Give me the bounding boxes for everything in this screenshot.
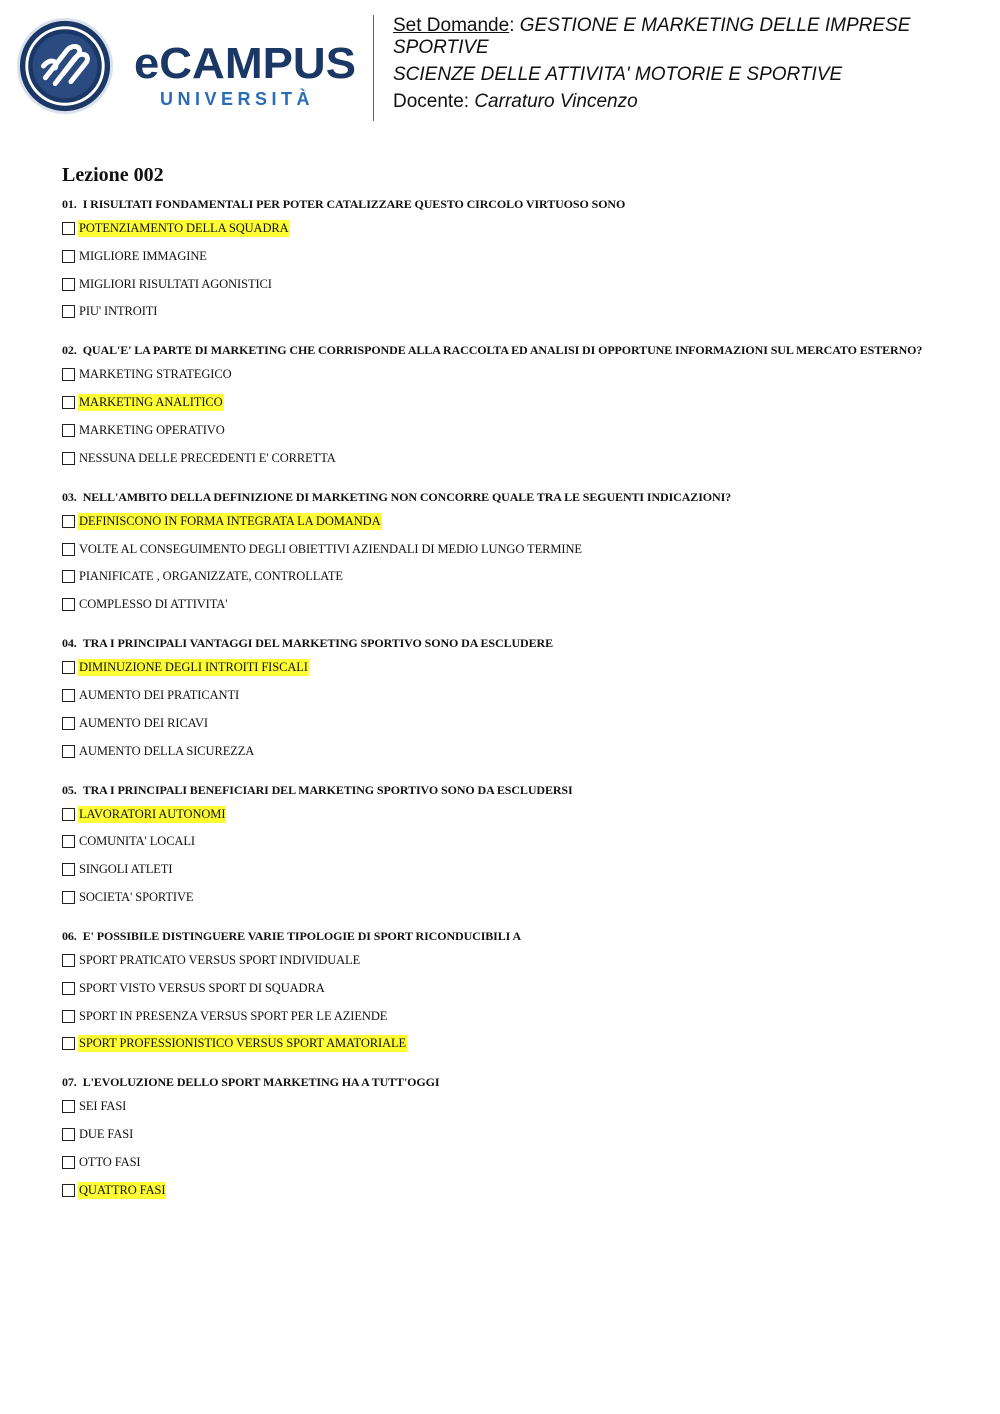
question-number: 04. (62, 636, 77, 651)
answer-option[interactable] (62, 831, 942, 852)
answer-option[interactable] (62, 1006, 942, 1027)
question-text (62, 636, 942, 650)
answer-checkbox[interactable] (62, 661, 75, 674)
answer-checkbox[interactable] (62, 543, 75, 556)
answer-checkbox[interactable] (62, 863, 75, 876)
answer-checkbox[interactable] (62, 424, 75, 437)
question-text (62, 490, 942, 504)
svg-text:eCAMPUS: eCAMPUS (134, 42, 356, 82)
answer-checkbox[interactable] (62, 1037, 75, 1050)
correct-answer-text: QUATTRO FASI (79, 1182, 166, 1197)
answer-option[interactable] (62, 218, 942, 239)
answer-text: PIANIFICATE , ORGANIZZATE, CONTROLLATE (79, 569, 343, 584)
answer-checkbox[interactable] (62, 1128, 75, 1141)
answer-checkbox[interactable] (62, 954, 75, 967)
correct-answer-text: LAVORATORI AUTONOMI (79, 806, 226, 821)
answer-checkbox[interactable] (62, 368, 75, 381)
correct-answer-text: MARKETING ANALITICO (79, 395, 223, 410)
ecampus-emblem-logo (16, 17, 114, 115)
answer-checkbox[interactable] (62, 689, 75, 702)
page-header (0, 0, 1000, 130)
answer-checkbox[interactable] (62, 305, 75, 318)
question-label: TRA I PRINCIPALI BENEFICIARI DEL MARKETING SPORTIVO SONO DA ESCLUDERSI (82, 782, 573, 797)
answer-text: MIGLIORI RISULTATI AGONISTICI (79, 276, 272, 291)
answer-option[interactable] (62, 392, 942, 413)
answer-checkbox[interactable] (62, 396, 75, 409)
answer-checkbox[interactable] (62, 598, 75, 611)
answer-text: SPORT IN PRESENZA VERSUS SPORT PER LE AZIENDE (79, 1008, 388, 1023)
answer-checkbox[interactable] (62, 452, 75, 465)
correct-answer-text: POTENZIAMENTO DELLA SQUADRA (79, 221, 289, 235)
lesson-title: Lezione 002 (62, 164, 164, 186)
answer-option[interactable] (62, 859, 942, 880)
answer-text: NESSUNA DELLE PRECEDENTI E' CORRETTA (79, 450, 336, 465)
answer-option[interactable] (62, 448, 942, 469)
answer-option[interactable] (62, 887, 942, 908)
answer-text: SINGOLI ATLETI (79, 862, 173, 877)
answer-checkbox[interactable] (62, 835, 75, 848)
answer-text: DUE FASI (79, 1127, 134, 1142)
answer-text: AUMENTO DEI RICAVI (79, 715, 208, 730)
course-title: GESTIONE E MARKETING DELLE IMPRESE SPORTIVE (393, 15, 911, 58)
question-label: QUAL'E' LA PARTE DI MARKETING CHE CORRISPONDE ALLA RACCOLTA ED ANALISI DI OPPORTUNE INFORMAZIONI SUL MERCATO ESTERNO? (82, 343, 923, 358)
answer-text: SPORT VISTO VERSUS SPORT DI SQUADRA (79, 980, 325, 995)
answer-option[interactable] (62, 594, 942, 615)
question-label: E' POSSIBILE DISTINGUERE VARIE TIPOLOGIE DI SPORT RICONDUCIBILI A (82, 928, 522, 943)
ecampus-wordmark (134, 42, 356, 82)
answer-text: OTTO FASI (79, 1154, 141, 1169)
answer-option[interactable] (62, 511, 942, 532)
answer-checkbox[interactable] (62, 1156, 75, 1169)
question-label: L'EVOLUZIONE DELLO SPORT MARKETING HA A TUTT'OGGI (82, 1075, 440, 1090)
answer-text: MARKETING STRATEGICO (79, 367, 232, 382)
answer-checkbox[interactable] (62, 222, 75, 235)
answer-option[interactable] (62, 364, 942, 385)
answer-option[interactable] (62, 657, 942, 678)
question-text (62, 783, 942, 797)
answer-option[interactable] (62, 978, 942, 999)
answer-option[interactable] (62, 420, 942, 441)
question-block (62, 197, 942, 322)
answer-text: AUMENTO DELLA SICUREZZA (79, 743, 255, 758)
correct-answer-text: DIMINUZIONE DEGLI INTROITI FISCALI (79, 660, 308, 675)
course-info (393, 15, 973, 113)
course-line: Set Domande: GESTIONE E MARKETING DELLE IMPRESE SPORTIVE (393, 15, 911, 58)
answer-checkbox[interactable] (62, 515, 75, 528)
teacher-name: Carraturo Vincenzo (474, 91, 638, 112)
logo-subtitle: UNIVERSITÀ (160, 89, 315, 109)
question-block (62, 1075, 942, 1200)
answer-option[interactable] (62, 804, 942, 825)
answer-text: AUMENTO DEI PRATICANTI (79, 687, 240, 702)
set-label: Set Domande (393, 15, 510, 36)
answer-text: VOLTE AL CONSEGUIMENTO DEGLI OBIETTIVI AZIENDALI DI MEDIO LUNGO TERMINE (79, 541, 582, 556)
question-number: 03. (62, 489, 77, 504)
answer-text: PIU' INTROITI (79, 304, 158, 319)
question-label: TRA I PRINCIPALI VANTAGGI DEL MARKETING SPORTIVO SONO DA ESCLUDERE (82, 636, 553, 651)
answer-text: COMPLESSO DI ATTIVITA' (79, 597, 228, 612)
answer-checkbox[interactable] (62, 891, 75, 904)
question-text (62, 343, 942, 357)
question-number: 07. (62, 1075, 77, 1090)
correct-answer-text: SPORT PROFESSIONISTICO VERSUS SPORT AMATORIALE (79, 1036, 407, 1051)
answer-option[interactable] (62, 950, 942, 971)
answer-checkbox[interactable] (62, 1184, 75, 1197)
teacher-line (393, 91, 973, 113)
answer-option[interactable] (62, 301, 942, 322)
answer-text: SPORT PRATICATO VERSUS SPORT INDIVIDUALE (79, 952, 361, 967)
answer-text: COMUNITA' LOCALI (79, 834, 195, 849)
answer-option[interactable] (62, 539, 942, 560)
teacher-label: Docente: (393, 91, 470, 112)
answer-checkbox[interactable] (62, 1100, 75, 1113)
question-list (62, 197, 942, 1201)
answer-checkbox[interactable] (62, 745, 75, 758)
question-number: 05. (62, 782, 77, 797)
answer-option[interactable] (62, 1152, 942, 1173)
answer-option[interactable] (62, 1033, 942, 1054)
question-label: I RISULTATI FONDAMENTALI PER POTER CATALIZZARE QUESTO CIRCOLO VIRTUOSO SONO (82, 197, 626, 211)
question-number: 06. (62, 928, 77, 943)
quiz-content (62, 163, 942, 1222)
question-block (62, 343, 942, 468)
answer-checkbox[interactable] (62, 982, 75, 995)
answer-checkbox[interactable] (62, 808, 75, 821)
question-block (62, 783, 942, 908)
answer-option[interactable] (62, 685, 942, 706)
question-block (62, 929, 942, 1054)
answer-option[interactable] (62, 1096, 942, 1117)
correct-answer-text: DEFINISCONO IN FORMA INTEGRATA LA DOMANDA (79, 513, 381, 528)
answer-option[interactable] (62, 713, 942, 734)
question-number: 01. (62, 197, 77, 211)
answer-checkbox[interactable] (62, 278, 75, 291)
degree-title: SCIENZE DELLE ATTIVITA' MOTORIE E SPORTIVE (393, 64, 843, 85)
answer-text: SOCIETA' SPORTIVE (79, 889, 194, 904)
answer-option[interactable] (62, 1124, 942, 1145)
question-block (62, 636, 942, 761)
answer-checkbox[interactable] (62, 570, 75, 583)
question-text (62, 929, 942, 943)
answer-checkbox[interactable] (62, 1010, 75, 1023)
answer-text: SEI FASI (79, 1099, 127, 1114)
answer-option[interactable] (62, 741, 942, 762)
answer-option[interactable] (62, 274, 942, 295)
answer-option[interactable] (62, 1180, 942, 1201)
question-text (62, 1075, 942, 1089)
answer-text: MIGLIORE IMMAGINE (79, 248, 207, 263)
question-label: NELL'AMBITO DELLA DEFINIZIONE DI MARKETING NON CONCORRE QUALE TRA LE SEGUENTI INDICAZIONI? (82, 489, 732, 504)
answer-option[interactable] (62, 246, 942, 267)
answer-text: MARKETING OPERATIVO (79, 422, 225, 437)
answer-option[interactable] (62, 566, 942, 587)
question-block (62, 490, 942, 615)
question-text (62, 197, 942, 211)
answer-checkbox[interactable] (62, 250, 75, 263)
answer-checkbox[interactable] (62, 717, 75, 730)
question-number: 02. (62, 343, 77, 358)
header-divider (373, 15, 374, 121)
